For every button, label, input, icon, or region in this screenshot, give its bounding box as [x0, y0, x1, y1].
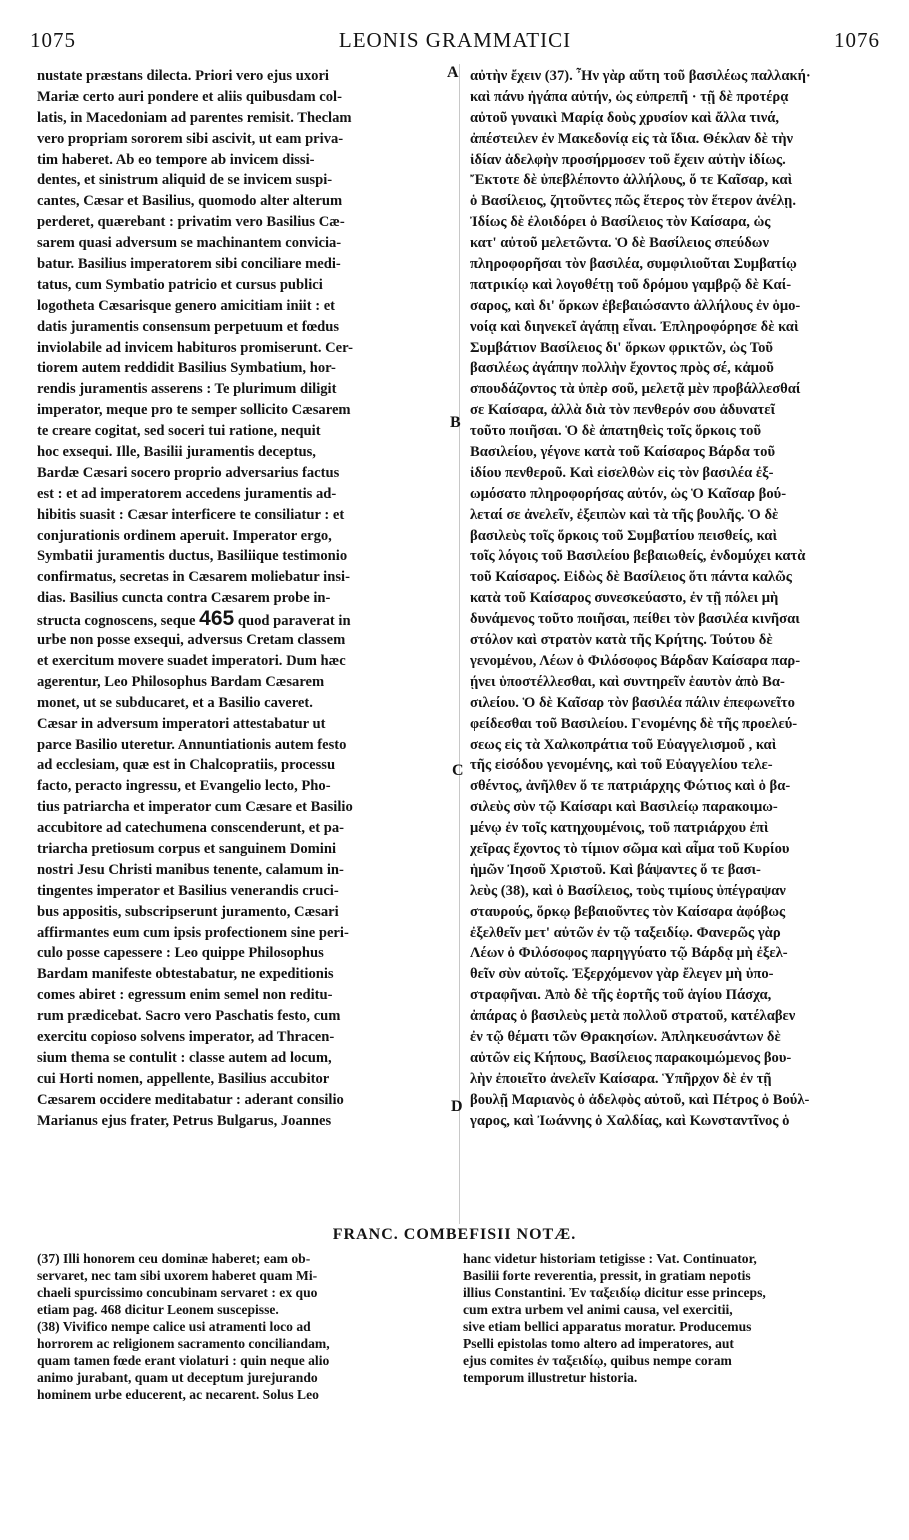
- greek-text-line: πατρικίῳ καὶ λογοθέτῃ τοῦ δρόμου γαμβρῷ δὲ Καί-: [470, 276, 792, 293]
- column-divider: [459, 64, 460, 1224]
- latin-text-line: confirmatus, secretas in Cæsarem moliebatur insi-: [37, 569, 350, 586]
- latin-text-line: tim haberet. Ab eo tempore ab invicem dissi-: [37, 151, 315, 168]
- latin-text-line: parce Basilio uteretur. Annuntiationis autem festo: [37, 736, 347, 753]
- latin-text-line: Mariæ certo auri pondere et aliis quibusdam col-: [37, 88, 342, 105]
- latin-text-line: comes abiret : egressum enim semel non reditu-: [37, 987, 333, 1004]
- greek-text-line: αὐτὴν ἔχειν (37). Ἦν γὰρ αὕτη τοῦ βασιλέως παλλακή·: [470, 68, 811, 84]
- greek-text-line: κατὰ τοῦ Καίσαρος συνεσκεύαστο, ἐν τῇ πόλει μὴ: [470, 590, 779, 607]
- note-line: ejus comites ἐν ταξειδίῳ, quibus nempe coram: [463, 1353, 732, 1368]
- latin-text-line: Bardæ Cæsari socero proprio adversarius factus: [37, 464, 340, 481]
- greek-text-line: στόλον καὶ στρατὸν κατὰ τῆς Κρήτης. Τούτου δὲ: [470, 632, 773, 649]
- greek-text-column: [470, 66, 882, 1131]
- latin-text-line: tatus, cum Symbatio patricio et cursus publici: [37, 276, 323, 293]
- greek-text-line: βασιλεὺς τοῖς ὅρκοις τοῦ Συμβατίου πεισθείς, καὶ: [470, 527, 777, 544]
- latin-text-line: batur. Basilius imperatorem sibi conciliare medi-: [37, 256, 341, 273]
- note-line: sive etiam bellici apparatus moratur. Producemus: [463, 1319, 752, 1334]
- notes-column-right: [463, 1250, 881, 1386]
- greek-text-line: κατ' αὐτοῦ μελετῶντα. Ὁ δὲ Βασίλειος σπεύδων: [470, 235, 769, 252]
- greek-text-line: δυνάμενος τοῦτο ποιῆσαι, πείθει τὸν βασιλέα κινῆσαι: [470, 611, 800, 628]
- latin-text-column: [37, 66, 447, 1131]
- latin-text-line: nostri Jesu Christi manibus tenente, calamum in-: [37, 861, 344, 878]
- latin-text-line: rum prædicebat. Sacro vero Paschatis festo, cum: [37, 1008, 341, 1025]
- latin-text-line: sarem quasi adversum se machinantem convicia-: [37, 235, 342, 252]
- greek-text-line: καὶ πάνυ ἠγάπα αὐτήν, ὡς εὐπρεπῆ · τῇ δὲ προτέρᾳ: [470, 88, 789, 105]
- latin-text-line: hoc exsequi. Ille, Basilii juramentis deceptus,: [37, 444, 316, 461]
- latin-text-line: rendis juramentis asserens : Te plurimum diligit: [37, 381, 337, 398]
- greek-text-line: σεως εἰς τὰ Χαλκοπράτια τοῦ Εὐαγγελισμοῦ , καὶ: [470, 736, 777, 753]
- latin-text-line: datis juramentis consensum perpetuum et fœdus: [37, 318, 340, 335]
- latin-text-line: facto, peracto ingressu, et Evangelio lecto, Pho-: [37, 778, 331, 795]
- greek-text-line: ἰδίαν ἀδελφὴν προσήρμοσεν τοῦ ἔχειν αὐτὴν ἰδίως.: [470, 151, 786, 168]
- note-line: chaeli spurcissimo concubinam servaret : ex quo: [37, 1285, 318, 1300]
- note-line: temporum illustretur historia.: [463, 1370, 638, 1385]
- latin-text-line: perderet, quærebant : privatim vero Basilius Cæ-: [37, 214, 345, 231]
- note-line: animo jurabant, quam ut deceptum jurejurando: [37, 1370, 318, 1385]
- note-line: hominem urbe educerent, ac necarent. Solus Leo: [37, 1387, 319, 1402]
- greek-text-line: ἐν τῷ θέματι τῶν Θρακησίων. Ἀπληκευσάντων δὲ: [470, 1028, 781, 1045]
- latin-text-line: vero propriam sororem sibi ascivit, ut eam priva-: [37, 130, 344, 147]
- greek-text-line: λεταί σε ἀνελεῖν, ἐξειπὼν καὶ τὰ τῆς βουλῆς. Ὁ δὲ: [470, 506, 779, 523]
- greek-text-line: σαρος, καὶ δι' ὅρκων ἐβεβαιώσαντο ἀλλήλους ἐν ὁμο-: [470, 297, 801, 314]
- latin-text-line: triarcha pretiosum corpus et sanguinem Domini: [37, 840, 337, 857]
- latin-text-line: dentes, et sinistrum aliquid de se invicem suspi-: [37, 172, 333, 189]
- latin-text-line: est : et ad imperatorem accedens juramentis ad-: [37, 485, 337, 502]
- latin-text-line: cui Horti nomen, appellente, Basilius accubitor: [37, 1070, 330, 1087]
- page-number-right: 1076: [834, 28, 880, 52]
- latin-text-line: agerentur, Leo Philosophus Bardam Cæsarem: [37, 673, 325, 690]
- latin-text-line: te creare cogitat, sed soceri tui ratione, nequit: [37, 423, 321, 440]
- line-text-continued: quod paraverat in: [234, 613, 351, 630]
- greek-text-line: ἰδίου πενθεροῦ. Καὶ εἰσελθὼν εἰς τὸν βασιλέα ἐξ-: [470, 464, 774, 481]
- greek-text-line: βασιλέως ἀγάπην πολλὴν ἔχοντος πρὸς σέ, κἀμοῦ: [470, 360, 774, 377]
- latin-text-line: bus appositis, subscripserunt juramento, Cæsari: [37, 903, 339, 920]
- section-marker-b: B: [450, 414, 461, 431]
- latin-text-line: dias. Basilius cuncta contra Cæsarem probe in-: [37, 590, 331, 607]
- greek-text-line: θεῖν σὺν αὐτοῖς. Ἐξερχόμενον γὰρ ἔλεγεν μὴ ὑπο-: [470, 966, 774, 983]
- greek-text-line: ωμόσατο πληροφορήσας αὐτόν, ὡς Ὁ Καῖσαρ βού-: [470, 485, 787, 502]
- section-marker-d: D: [451, 1098, 463, 1115]
- greek-text-line: γαρος, καὶ Ἰωάννης ὁ Χαλδίας, καὶ Κωνσταντῖνος ὁ: [470, 1112, 790, 1129]
- greek-text-line: τῆς εἰσόδου γενομένης, καὶ τοῦ Εὐαγγελίου τελε-: [470, 757, 773, 774]
- greek-text-line: λὴν ἐποιεῖτο ἀνελεῖν Καίσαρα. Ὑπῆρχον δὲ ἐν τῇ: [470, 1070, 772, 1087]
- latin-text-line: Bardam manifeste obtestabatur, ne expeditionis: [37, 966, 334, 983]
- note-line: etiam pag. 468 dicitur Leonem suscepisse.: [37, 1302, 279, 1317]
- latin-text-line: Symbatii juramentis ductus, Basiliique testimonio: [37, 548, 348, 565]
- greek-text-line: Λέων ὁ Φιλόσοφος παρηγγύατο τῷ Βάρδᾳ μὴ ἐξελ-: [470, 945, 788, 962]
- greek-text-line: τοῦτο ποιῆσαι. Ὁ δὲ ἀπατηθεὶς τοῖς ὅρκοις τοῦ: [470, 423, 762, 440]
- greek-text-line: σε Καίσαρα, ἀλλὰ διὰ τὸν πενθερόν σου ἀδυνατεῖ: [470, 402, 776, 419]
- latin-text-line: culo posse capessere : Leo quippe Philosophus: [37, 945, 324, 962]
- greek-text-line: Συμβάτιον Βασίλειος δι' ὅρκων φρικτῶν, ὡς Τοῦ: [470, 339, 773, 356]
- latin-text-line: tiorem autem reddidit Basilius Symbatium, hor-: [37, 360, 336, 377]
- latin-text-line: monet, ut se subducaret, et a Basilio caveret.: [37, 694, 313, 711]
- greek-text-line: ἐξελθεῖν μετ' αὐτῶν ἐν τῷ ταξειδίῳ. Φανερῶς γὰρ: [470, 924, 781, 941]
- line-text: structa cognoscens, seque: [37, 613, 200, 630]
- page-number-left: 1075: [30, 28, 76, 52]
- greek-text-line: Ἰδίως δὲ ἐλοιδόρει ὁ Βασίλειος τὸν Καίσαρα, ὡς: [470, 214, 771, 231]
- running-head: [30, 28, 880, 58]
- greek-text-line: σπουδάζοντος τὰ ὑπὲρ σοῦ, μελετᾷ μὲν προβάλλεσθαί: [470, 381, 801, 398]
- greek-text-line: σιλείου. Ὁ δὲ Καῖσαρ τὸν βασιλέα πάλιν ἐπεφωνεῖτο: [470, 694, 795, 711]
- greek-text-line: τοῖς λόγοις τοῦ Βασιλείου βεβαιωθείς, ἐνδομύχει κατὰ: [470, 548, 806, 565]
- greek-text-line: φείδεσθαι τοῦ Βασιλείου. Γενομένης δὲ τῆς προελεύ-: [470, 715, 798, 732]
- latin-text-line: logotheta Cæsarisque genero amicitiam iniit : et: [37, 297, 336, 314]
- latin-text-line: accubitore ad catechumena conscenderunt, et pa-: [37, 820, 344, 837]
- greek-text-line: ὁ Βασίλειος, ζητοῦντες πῶς ἕτερος τὸν ἕτερον ἀνέλῃ.: [470, 193, 796, 210]
- latin-text-line: [37, 609, 447, 630]
- latin-text-line: tingentes imperator et Basilius venerandis cruci-: [37, 882, 339, 899]
- latin-text-line: sium thema se contulit : classe autem ad locum,: [37, 1049, 332, 1066]
- greek-text-line: σιλεὺς σὺν τῷ Καίσαρι καὶ Βασιλείῳ παρακοιμω-: [470, 799, 778, 816]
- section-marker-c: C: [452, 762, 464, 779]
- note-line: cum extra urbem vel animi causa, vel exercitii,: [463, 1302, 733, 1317]
- greek-text-line: σθέντος, ἀνῆλθεν ὅ τε πατριάρχης Φώτιος καὶ ὁ βα-: [470, 778, 791, 795]
- latin-text-line: inviolabile ad invicem habituros promiserunt. Cer-: [37, 339, 353, 356]
- running-title: LEONIS GRAMMATICI: [338, 28, 572, 52]
- section-marker-a: A: [447, 64, 459, 81]
- edition-page-number: 465: [199, 609, 235, 631]
- latin-text-line: ad ecclesiam, quæ est in Chalcopratiis, processu: [37, 757, 336, 774]
- greek-text-line: λεὺς (38), καὶ ὁ Βασίλειος, τοὺς τιμίους ὑπέγραψαν: [470, 882, 786, 899]
- latin-text-line: hibitis suasit : Cæsar interficere te consiliatur : et: [37, 506, 345, 523]
- latin-text-line: conjurationis ordinem aperuit. Imperator ergo,: [37, 527, 332, 544]
- greek-text-line: Βασιλείου, γέγονε κατὰ τοῦ Καίσαρος Βάρδα τοῦ: [470, 444, 776, 461]
- greek-text-line: σταυρούς, ὅρκῳ βεβαιοῦντες τὸν Καίσαρα ἀφόβως: [470, 903, 786, 920]
- greek-text-line: μένῳ ἐν τοῖς κατηχουμένοις, τοῦ πατριάρχου ἐπὶ: [470, 820, 769, 837]
- greek-text-line: γενομένου, Λέων ὁ Φιλόσοφος Βάρδαν Καίσαρα παρ-: [470, 652, 801, 669]
- greek-text-line: χεῖρας ἔχοντος τὸ τίμιον σῶμα καὶ αἷμα τοῦ Κυρίου: [470, 840, 790, 857]
- note-line: (37) Illi honorem ceu dominæ haberet; eam ob-: [37, 1251, 311, 1266]
- note-line: horrorem ac religionem sacramento conciliandam,: [37, 1336, 330, 1351]
- greek-text-line: Ἔκτοτε δὲ ὑπεβλέποντο ἀλλήλους, ὅ τε Καῖσαρ, καὶ: [470, 172, 793, 189]
- latin-text-line: urbe non posse exsequi, adversus Cretam classem: [37, 632, 346, 649]
- latin-text-line: tius patriarcha et imperator cum Cæsare et Basilio: [37, 799, 353, 816]
- note-line: Pselli epistolas tomo altero ad imperatores, aut: [463, 1336, 734, 1351]
- notes-column-left: [37, 1250, 457, 1403]
- greek-text-line: αὐτοῦ γυναικὶ Μαρίᾳ δοὺς χρυσίον καὶ ἄλλα τινά,: [470, 109, 780, 126]
- note-line: quam tamen fœde erant violaturi : quin neque alio: [37, 1353, 330, 1368]
- latin-text-line: et exercitum movere suadet imperatori. Dum hæc: [37, 652, 346, 669]
- greek-text-line: βουλῇ Μαριανὸς ὁ ἀδελφὸς αὐτοῦ, καὶ Πέτρος ὁ Βούλ-: [470, 1091, 810, 1108]
- latin-text-line: Cæsarem occidere meditabatur : aderant consilio: [37, 1091, 344, 1108]
- notes-heading: FRANC. COMBEFISII NOTÆ.: [332, 1226, 577, 1243]
- greek-text-line: νοίᾳ καὶ διηνεκεῖ ἀγάπῃ εἶναι. Ἐπληροφόρησε δὲ καὶ: [470, 318, 799, 335]
- greek-text-line: ἀπέστειλεν ἐν Μακεδονίᾳ εἰς τὰ ἴδια. Θέκλαν δὲ τὴν: [470, 130, 794, 147]
- greek-text-line: αὐτῶν εἰς Κήπους, Βασίλειος παρακοιμώμενος βου-: [470, 1049, 792, 1066]
- greek-text-line: ἀπάρας ὁ βασιλεὺς μετὰ πολλοῦ στρατοῦ, κατέλαβεν: [470, 1008, 796, 1025]
- latin-text-line: nustate præstans dilecta. Priori vero ejus uxori: [37, 68, 329, 84]
- latin-text-line: exercitu copioso solvens imperator, ad Thracen-: [37, 1028, 335, 1045]
- latin-text-line: affirmantes eum cum ipsis profectionem sine peri-: [37, 924, 349, 941]
- latin-text-line: Marianus ejus frater, Petrus Bulgarus, Joannes: [37, 1112, 332, 1129]
- greek-text-line: πληροφορῆσαι τὸν βασιλέα, συμφιλιοῦται Συμβατίῳ: [470, 256, 797, 273]
- latin-text-line: Cæsar in adversum imperatori attestabatur ut: [37, 715, 326, 732]
- greek-text-line: ῄνει ὑποστέλλεσθαι, καὶ συντηρεῖν ἑαυτὸν ἀπὸ Βα-: [470, 673, 785, 690]
- latin-text-line: imperator, meque pro te semper sollicito Cæsarem: [37, 402, 351, 419]
- note-line: (38) Vivifico nempe calice usi atramenti loco ad: [37, 1319, 311, 1334]
- note-line: Basilii forte reverentia, pressit, in gratiam nepotis: [463, 1268, 751, 1283]
- latin-text-line: latis, in Macedoniam ad parentes remisit. Theclam: [37, 109, 352, 126]
- greek-text-line: στραφῆναι. Ἀπὸ δὲ τῆς ἑορτῆς τοῦ ἁγίου Πάσχα,: [470, 987, 772, 1004]
- note-line: illius Constantini. Ἐν ταξειδίῳ dicitur esse princeps,: [463, 1285, 766, 1300]
- latin-text-line: cantes, Cæsar et Basilius, quomodo alter alterum: [37, 193, 343, 210]
- greek-text-line: ἡμῶν Ἰησοῦ Χριστοῦ. Καὶ βάψαντες ὅ τε βασι-: [470, 861, 761, 878]
- note-line: servaret, nec tam sibi uxorem haberet quam Mi-: [37, 1268, 318, 1283]
- note-line: hanc videtur historiam tetigisse : Vat. Continuator,: [463, 1251, 757, 1266]
- greek-text-line: τοῦ Καίσαρος. Εἰδὼς δὲ Βασίλειος ὅτι πάντα καλῶς: [470, 569, 792, 586]
